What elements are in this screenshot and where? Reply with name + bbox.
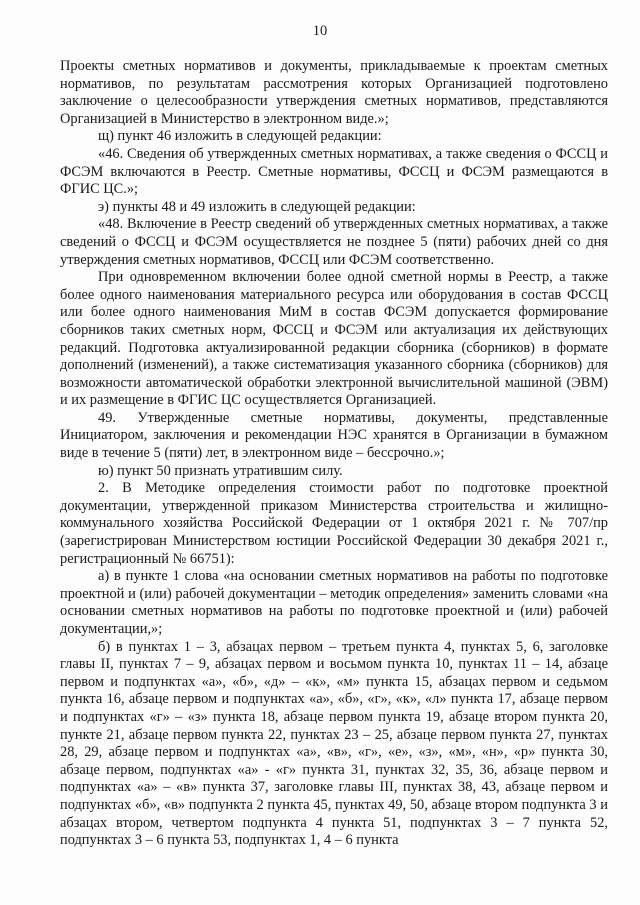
page-number: 10 [312,23,328,39]
paragraph: б) в пунктах 1 – 3, абзацах первом – третьем пункта 4, пунктах 5, 6, заголовке главы II, пунктах 7 – 9, абзацах первом и восьмом пункта 10, пунктах 11 – 14, абзаце первом и подпунктах «а», «б», «д» – «к», «м» пункта 15, абзацах первом и седьмом пункта 16, абзаце первом и подпунктах «а», «б», «г», «к», «л» пункта 17, абзаце первом и подпунктах «г» – «з» пункта 18, абзаце первом пункта 19, абзаце втором пункта 20, пункте 21, абзаце первом пункта 22, пунктах 23 – 25, абзаце первом пункта 27, пунктах 28, 29, абзаце первом и подпунктах «а», «в», «г», «е», «з», «м», «н», «р» пункта 30, абзаце первом, подпунктах «а» - «г» пункта 31, пунктах 32, 35, 36, абзаце первом и подпунктах «а» – «в» пункта 37, заголовке главы III, пунктах 38, 43, абзаце первом и подпунктах «б», «в» подпункта 2 пункта 45, пунктах 49, 50, абзаце втором подпункта 3 и абзацах втором, четвертом подпункта 4 пункта 51, подпунктах 3 – 7 пункта 52, подпунктах 3 – 6 пункта 53, подпунктах 1, 4 – 6 пункта [60,638,608,849]
paragraph: При одновременном включении более одной сметной нормы в Реестр, а также более одного наименования материального ресурса или оборудования в состав ФССЦ или более одного наименования МиМ в состав ФСЭМ допускается формирование сборников таких сметных норм, ФССЦ и ФСЭМ или актуализация их действующих редакций. Подготовка актуализированной редакции сборника (сборников) в формате дополнений (изменений), а также систематизация указанного сборника (сборников) для возможности автоматической обработки электронной вычислительной машиной (ЭВМ) и их размещение в ФГИС ЦС осуществляется Организацией. [60,269,608,409]
paragraph: Проекты сметных нормативов и документы, прикладываемые к проектам сметных нормативов, по результатам рассмотрения которых Организацией подготовлено заключение о целесообразности утверждения сметных нормативов, представляются Организацией в Министерство в электронном виде.»; [60,58,608,127]
paragraph: э) пункты 48 и 49 изложить в следующей редакции: [98,198,416,215]
paragraph: «46. Сведения об утвержденных сметных нормативах, а также сведения о ФССЦ и ФСЭМ включаются в Реестр. Сметные нормативы, ФССЦ и ФСЭМ размещаются в ФГИС ЦС.»; [60,145,608,198]
document-body [60,58,608,850]
paragraph: а) в пункте 1 слова «на основании сметных нормативов на работы по подготовке проектной и (или) рабочей документации – методик определения» заменить словами «на основании сметных нормативов на работы по подготовке проектной и (или) рабочей документации,»; [60,568,608,637]
paragraph: «48. Включение в Реестр сведений об утвержденных сметных нормативах, а также сведений о ФССЦ и ФСЭМ осуществляется не позднее 5 (пяти) рабочих дней со дня утверждения сметных нормативов, ФССЦ или ФСЭМ соответственно. [60,216,608,268]
paragraph: 2. В Методике определения стоимости работ по подготовке проектной документации, утвержденной приказом Министерства строительства и жилищно-коммунального хозяйства Российской Федерации от 1 октября 2021 г. № 707/пр (зарегистрирован Министерством юстиции Российской Федерации 30 декабря 2021 г., регистрационный № 66751): [60,480,608,567]
paragraph: ю) пункт 50 признать утратившим силу. [98,462,343,479]
paragraph: щ) пункт 46 изложить в следующей редакции: [98,128,382,145]
paragraph: 49. Утвержденные сметные нормативы, документы, представленные Инициатором, заключения и рекомендации НЭС хранятся в Организации в бумажном виде в течение 5 (пяти) лет, в электронном виде – бессрочно.»; [60,409,608,462]
